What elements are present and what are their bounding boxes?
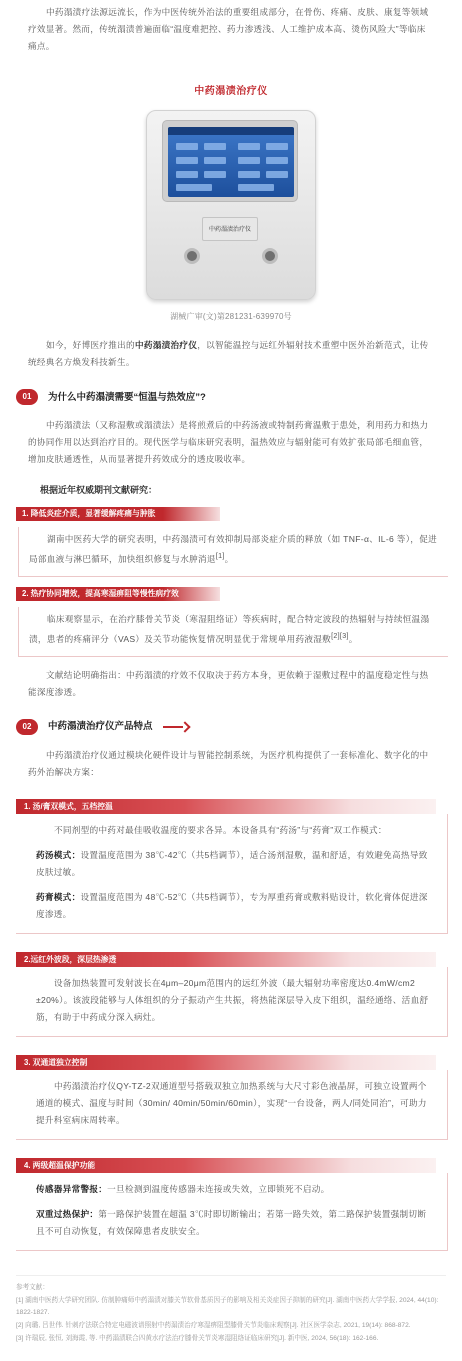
- point-2-box: [18, 607, 448, 657]
- section-2-arrow-icon: [163, 726, 183, 728]
- point-2-label: 2. 热疗协同增效，提高寒湿痹阻等慢性病疗效: [16, 587, 220, 601]
- feature-3-box: [16, 1070, 448, 1140]
- mode-2-name: 药膏模式：: [36, 891, 81, 902]
- summary-paragraph: [0, 337, 462, 371]
- point-1-label: 1. 降低炎症介质，显著缓解疼痛与肿胀: [16, 507, 220, 521]
- point-2-text: [29, 611, 438, 648]
- screen-cell: [238, 143, 260, 150]
- screen-cell: [204, 157, 226, 164]
- summary-product-name: 中药溻渍治疗仪: [134, 340, 198, 350]
- point-1-ref: [1]: [215, 552, 225, 560]
- feature-2-label: 2.远红外波段，深层热渗透: [16, 952, 436, 967]
- feature-3-label: 3. 双通道独立控制: [16, 1055, 436, 1070]
- device-image: [146, 110, 316, 300]
- references-heading: 参考文献：: [16, 1283, 49, 1291]
- mode-1-text: 设置温度范围为 38℃-42℃（共5档调节），适合汤剂湿敷，温和舒适，有效避免高热导致皮肤过敏。: [36, 849, 428, 877]
- point-2-ref: [2][3]: [331, 631, 349, 640]
- reference-item: [1] 湖南中医药大学研究团队. 仿制肿痛师中药溻渍对膝关节软骨基质因子的影响及相关炎症因子抑制的研究[J]. 湖南中医药大学学报, 2024, 44(10): 1822-1827.: [16, 1296, 439, 1316]
- feature-1-intro: 不同剂型的中药对最佳吸收温度的要求各异。本设备具有“药汤”与“药膏”双工作模式：: [54, 824, 387, 835]
- screen-cell: [266, 157, 288, 164]
- feature-1-mode-2: [36, 889, 433, 923]
- screen-cell: [266, 171, 288, 178]
- section-1-title: 为什么中药溻渍需要“恒温与热效应”?: [48, 391, 206, 403]
- item-1-text: 一旦检测到温度传感器未连接或失效，立即锁死不启动。: [107, 1183, 330, 1194]
- screen-cell: [176, 171, 198, 178]
- feature-1-box: [16, 814, 448, 934]
- intro-paragraph: 中药溻渍疗法源远流长，作为中医传统外治法的重要组成部分，在骨伤、疼痛、皮肤、康复等领域疗效显著。然而，传统溻渍普遍面临“温度难把控、药力渗透浅、人工维护成本高、烫伤风险大”等临床痛点。: [28, 7, 429, 51]
- screen-cell: [238, 157, 260, 164]
- screen-cell: [204, 143, 226, 150]
- screen-cell: [176, 143, 198, 150]
- point-1-text: [29, 531, 438, 568]
- item-2-text: 第一路保护装置在超温 3℃时即切断输出；若第一路失效，第二路保护装置强制切断且不可自动恢复，有效保障患者皮肤安全。: [36, 1208, 427, 1236]
- device-port-left: [184, 248, 200, 264]
- product-title: 中药溻渍治疗仪: [194, 86, 268, 97]
- mode-1-name: 药汤模式：: [36, 849, 81, 860]
- device-label: 中药溻渍治疗仪: [202, 217, 258, 241]
- section-1-number: 01: [16, 389, 38, 405]
- section-1-conclusion: 文献结论明确指出：中药溻渍的疗效不仅取决于药方本身，更依赖于湿敷过程中的温度稳定性与热能深度渗透。: [28, 669, 429, 697]
- point-1-box: [18, 527, 448, 577]
- device-port-right: [262, 248, 278, 264]
- screen-title-bar: [168, 127, 294, 135]
- section-2-title: 中药溻渍治疗仪产品特点: [48, 721, 153, 733]
- feature-4-label: 4. 两级超温保护功能: [16, 1158, 436, 1173]
- summary-text-before: 如今，好博医疗推出的: [46, 340, 135, 350]
- mode-2-text: 设置温度范围为 48℃-52℃（共5档调节），专为厚重药膏或敷料贴设计，软化膏体促进深度渗透。: [36, 891, 428, 919]
- section-2-header: [16, 717, 462, 737]
- screen-cell: [238, 184, 274, 191]
- feature-2-text: 设备加热装置可发射波长在4μm–20μm范围内的远红外波（最大辐射功率密度达0.4mW/cm2 ±20%）。该波段能够与人体组织的分子振动产生共振，将热能深层导入皮下组织，温经通络、活血舒筋，有助于中药成分深入病灶。: [36, 977, 429, 1022]
- feature-4-item-1: [36, 1181, 433, 1198]
- feature-2-box: [16, 967, 448, 1037]
- screen-cell: [204, 171, 226, 178]
- section-1-paragraph: 中药溻渍法（又称湿敷或溻渍法）是将煎煮后的中药汤液或特制药膏温敷于患处，利用药力和热力的协同作用以达到治疗目的。现代医学与临床研究表明，温热效应与辐射能可有效扩张局部毛细血管，增加皮肤通透性，从而显著提升药效成分的透皮吸收率。: [28, 420, 429, 464]
- summary-text-after: ，以智能温控与远红外辐射技术重塑中医外治新范式，让传统经典名方焕发科技新生。: [28, 340, 429, 367]
- references: [16, 1275, 446, 1345]
- item-1-name: 传感器异常警报：: [36, 1183, 108, 1194]
- reference-item: [2] 向璐, 吕世伟. 针刺疗法联合特定电磁波谱照射中药溻渍治疗寒湿痹阻型膝骨关节炎临床观察[J]. 社区医学杂志, 2021, 19(14): 868-872.: [16, 1321, 411, 1329]
- device-screen: [168, 127, 294, 197]
- item-2-name: 双重过热保护：: [36, 1208, 99, 1219]
- screen-cell: [238, 171, 260, 178]
- feature-4-item-2: [36, 1206, 433, 1240]
- screen-cell: [176, 184, 212, 191]
- section-2-paragraph: 中药溻渍治疗仪通过模块化硬件设计与智能控制系统，为医疗机构提供了一套标准化、数字化的中药外治解决方案：: [28, 749, 429, 777]
- point-1-end: 。: [224, 553, 234, 564]
- section-2-number: 02: [16, 719, 38, 735]
- research-subhead: 根据近年权威期刊文献研究：: [40, 485, 158, 495]
- feature-3-text: 中药溻渍治疗仪QY-TZ-2双通道型号搭载双独立加热系统与大尺寸彩色液晶屏，可独立设置两个通道的模式、温度与时间（30min/ 40min/50min/60min），实现“一台设备，两人/同处同治”，可助力提升科室病床周转率。: [36, 1080, 427, 1125]
- section-1-header: [16, 387, 462, 407]
- screen-cell: [266, 143, 288, 150]
- screen-cell: [176, 157, 198, 164]
- point-2-end: 。: [348, 633, 358, 644]
- feature-1-mode-1: [36, 847, 433, 881]
- point-1-body: 湖南中医药大学的研究表明，中药溻渍可有效抑制局部炎症介质的释放（如 TNF-α、IL-6 等），促进局部血液与淋巴循环，加快组织修复与水肿消退: [29, 534, 437, 564]
- feature-4-box: [16, 1173, 448, 1251]
- image-caption: 湖械广审(文)第281231-639970号: [170, 312, 292, 321]
- point-2-body: 临床观察显示，在治疗膝骨关节炎（寒湿阻络证）等疾病时，配合特定波段的热辐射与持续恒温溻渍，患者的疼痛评分（VAS）及关节功能恢复情况明显优于常规单用药液湿敷: [29, 613, 430, 644]
- feature-1-label: 1. 汤/膏双模式，五档控温: [16, 799, 436, 814]
- device-screen-frame: [162, 120, 298, 202]
- reference-item: [3] 许瑞辰, 张恒, 刘海霞, 等. 中药溻渍联合四黄水疗法治疗膝骨关节炎寒湿阻络证临床研究[J]. 新中医, 2024, 56(18): 162-166.: [16, 1334, 379, 1342]
